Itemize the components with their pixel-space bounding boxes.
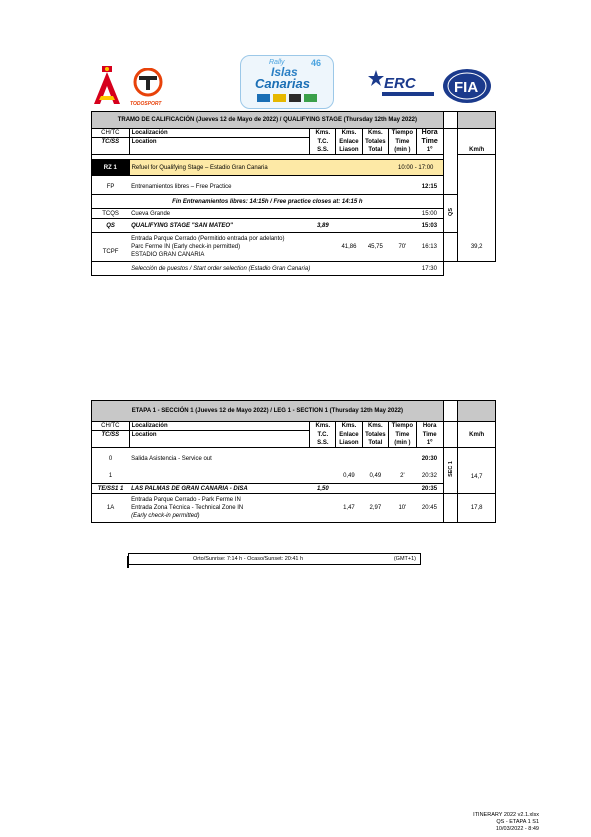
col-localizacion: Localización xyxy=(129,422,310,431)
rally-islas-canarias-logo xyxy=(240,55,334,109)
ss-time: 20:35 xyxy=(416,484,443,494)
fp-code: FP xyxy=(92,181,130,195)
table-row xyxy=(92,181,496,195)
qs-side-label: QS xyxy=(447,208,454,216)
table-row xyxy=(92,262,496,276)
table-row xyxy=(92,233,496,262)
col-kms-enlace-3: Liason xyxy=(336,439,362,448)
tcqs-time: 15:00 xyxy=(416,209,443,219)
col-chtc: CH/TC xyxy=(92,129,130,138)
r1a-total: 2,97 xyxy=(362,494,389,523)
rz-time: 10:00 - 17:00 xyxy=(389,160,444,176)
col-kms-tc: Kms. xyxy=(310,422,336,431)
ss-kms: 1,50 xyxy=(310,484,336,494)
col-kmh: Km/h xyxy=(458,146,496,155)
r1-code: 1 xyxy=(92,470,130,484)
r1a-kmh: 17,8 xyxy=(458,494,496,523)
todosport-text: TODOSPORT xyxy=(130,101,162,107)
tcpf-enlace: 41,86 xyxy=(336,233,362,262)
r1-enlace: 0,49 xyxy=(336,470,362,484)
col-kms-enlace: Kms. xyxy=(336,422,362,431)
qs-kms: 3,89 xyxy=(310,219,336,233)
tcpf-line3: ESTADIO GRAN CANARIA xyxy=(131,252,205,258)
logo-islas-text: Islas xyxy=(271,65,298,79)
table-row xyxy=(92,219,496,233)
r1a-line1: Entrada Parque Cerrado - Park Ferme IN xyxy=(131,497,241,503)
qs-text: QUALIFYING STAGE "SAN MATEO" xyxy=(129,219,310,233)
ss-code: TE/SS1 1 xyxy=(92,484,130,494)
r0-code: 0 xyxy=(92,448,130,470)
col-hora: Hora xyxy=(416,422,443,431)
col-tcss: TC/SS xyxy=(92,138,130,147)
tcpf-code: TCPF xyxy=(92,233,130,262)
sunrise-sunset-text: Orto/Sunrise: 7:14 h - Ocaso/Sunset: 20:41 h xyxy=(193,556,304,562)
col-kms-enlace-2: Enlace xyxy=(336,138,362,147)
qualifying-stage-table xyxy=(91,111,496,276)
col-kms-total-3: Total xyxy=(362,439,389,448)
table-row xyxy=(92,209,496,219)
table-row xyxy=(92,470,496,484)
table-row xyxy=(92,484,496,494)
r0-text: Salida Asistencia - Service out xyxy=(131,455,212,462)
col-tiempo: Tiempo xyxy=(389,422,416,431)
sponsor-strip xyxy=(257,94,317,102)
col-kmh: Km/h xyxy=(458,431,496,440)
ss-text: LAS PALMAS DE GRAN CANARIA - DISA xyxy=(129,484,310,494)
tcpf-total: 45,75 xyxy=(362,233,389,262)
tcpf-tiempo: 70' xyxy=(389,233,416,262)
sec1-side-label: SEC 1 xyxy=(447,461,454,477)
r1-kmh: 14,7 xyxy=(458,470,496,484)
tcpf-line2: Parc Ferme IN (Early check-in permitted) xyxy=(131,244,241,250)
col-kms-tc-3: S.S. xyxy=(310,146,336,155)
col-kms-tc-3: S.S. xyxy=(310,439,336,448)
fp-text: Entrenamientos libres – Free Practice xyxy=(131,184,232,191)
rz-text: Refuel for Qualifying Stage – Estadio Gran Canaria xyxy=(129,160,389,176)
r1-tiempo: 2' xyxy=(389,470,416,484)
r1-total: 0,49 xyxy=(362,470,389,484)
col-kms-tc: Kms. xyxy=(310,129,336,138)
rz-code: RZ 1 xyxy=(92,160,130,176)
footer-info xyxy=(473,812,539,833)
col-kms-tc-2: T.C. xyxy=(310,431,336,440)
start-order-time: 17:30 xyxy=(416,262,443,276)
logo-edition-number: 46 xyxy=(311,58,322,68)
sunrise-sunset-box xyxy=(128,553,421,565)
qs-code: QS xyxy=(92,219,130,233)
footer-file: ITINERARY 2022 v2.1.xlsx xyxy=(473,812,539,818)
col-hora-3: 1º xyxy=(416,146,443,155)
col-kms-tc-2: T.C. xyxy=(310,138,336,147)
col-hora-2: Time xyxy=(416,138,443,147)
table-title: ETAPA 1 - SECCIÓN 1 (Jueves 12 de Mayo 2022) / LEG 1 - SECTION 1 (Thursday 12th May 2022) xyxy=(92,401,444,422)
col-tiempo-2: Time xyxy=(389,431,416,440)
tcqs-code: TCQS xyxy=(92,209,130,219)
start-order-text: Selección de puestos / Start order selection (Estadio Gran Canaria) xyxy=(129,262,416,276)
logo-canarias-text: Canarias xyxy=(255,76,310,91)
col-kms-total: Kms. xyxy=(362,422,389,431)
col-kms-enlace-3: Liason xyxy=(336,146,362,155)
r1a-tiempo: 10' xyxy=(389,494,416,523)
col-tiempo-3: (min ) xyxy=(389,439,416,448)
col-kms-total-3: Total xyxy=(362,146,389,155)
col-tiempo: Tiempo xyxy=(389,129,416,138)
footer-date: 10/03/2022 - 8:49 xyxy=(495,826,539,832)
svg-text:FIA: FIA xyxy=(454,79,479,96)
tcpf-line1: Entrada Parque Cerrado (Permitido entrada por adelanto) xyxy=(131,236,285,242)
col-hora-2: Time xyxy=(416,431,443,440)
r1a-code: 1A xyxy=(92,494,130,523)
col-kms-total: Kms. xyxy=(362,129,389,138)
col-hora: Hora xyxy=(416,129,443,138)
r0-time: 20:30 xyxy=(416,448,443,470)
col-localizacion: Localización xyxy=(129,129,310,138)
logo-rally-text: Rally xyxy=(269,59,285,66)
rfeda-logo xyxy=(92,66,122,106)
col-kms-total-2: Totales xyxy=(362,138,389,147)
tcpf-kmh: 39,2 xyxy=(458,233,496,262)
svg-text:ERC: ERC xyxy=(384,75,416,92)
col-hora-3: 1º xyxy=(416,439,443,448)
todosport-logo xyxy=(130,68,170,106)
col-tiempo-2: Time xyxy=(389,138,416,147)
table-title: TRAMO DE CALIFICACIÓN (Jueves 12 de Mayo de 2022) / QUALIFYING STAGE (Thursday 12th May 2022) xyxy=(92,112,444,129)
table-row xyxy=(92,160,496,176)
gmt-label: (GMT+1) xyxy=(393,556,416,562)
r1-time: 20:32 xyxy=(416,470,443,484)
col-chtc: CH/TC xyxy=(92,422,130,431)
tcqs-text: Cueva Grande xyxy=(129,209,416,219)
table-row xyxy=(92,448,496,470)
erc-logo xyxy=(368,68,436,104)
col-kms-total-2: Totales xyxy=(362,431,389,440)
table-row xyxy=(92,195,496,209)
col-location: Location xyxy=(129,138,310,147)
col-tcss: TC/SS xyxy=(92,431,130,440)
col-kms-enlace: Kms. xyxy=(336,129,362,138)
free-practice-close-note: Fin Entrenamientos libres: 14:15h / Free practice closes at: 14:15 h xyxy=(92,195,444,209)
r1a-enlace: 1,47 xyxy=(336,494,362,523)
qs-time: 15:03 xyxy=(416,219,443,233)
col-tiempo-3: (min ) xyxy=(389,146,416,155)
r1a-line2: Entrada Zona Técnica - Technical Zone IN xyxy=(131,505,244,511)
r1a-line3: (Early check-in permitted) xyxy=(131,513,200,519)
fp-time: 12:15 xyxy=(416,181,443,195)
footer-section: QS - ETAPA 1 S1 xyxy=(496,819,539,825)
col-kms-enlace-2: Enlace xyxy=(336,431,362,440)
tcpf-time: 16:13 xyxy=(416,233,443,262)
leg1-section1-table xyxy=(91,400,496,523)
fia-logo xyxy=(442,68,492,104)
table-row xyxy=(92,494,496,523)
r1a-time: 20:45 xyxy=(416,494,443,523)
col-location: Location xyxy=(129,431,310,440)
